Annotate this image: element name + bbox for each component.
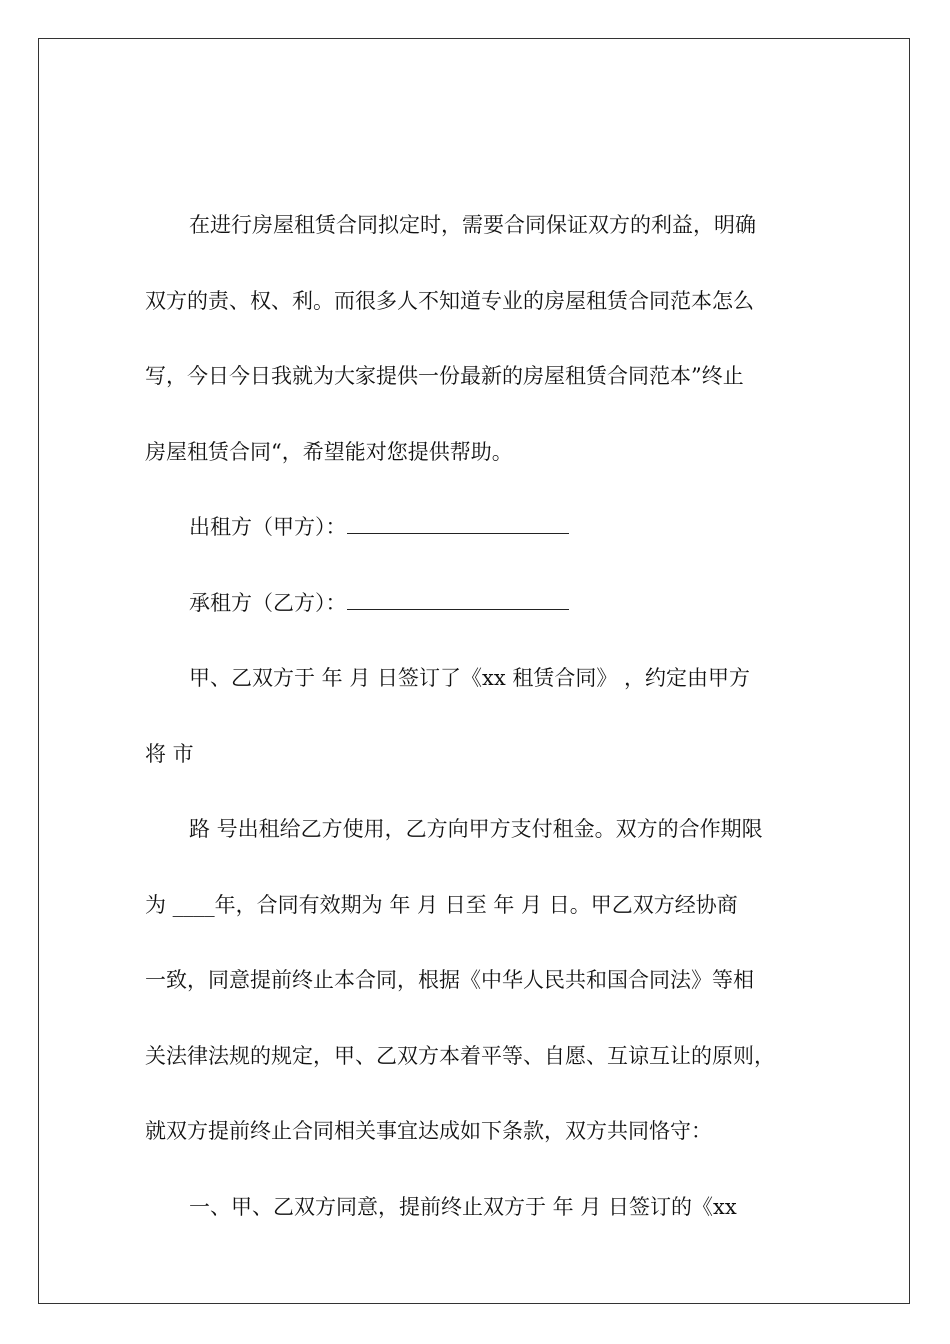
paragraph-terms-line-4: 关法律法规的规定，甲、乙双方本着平等、自愿、互谅互让的原则， bbox=[145, 1043, 775, 1068]
lessor-field bbox=[145, 507, 805, 583]
paragraph-terms-line-5: 就双方提前终止合同相关事宜达成如下条款，双方共同恪守： bbox=[145, 1119, 712, 1143]
document-body bbox=[145, 205, 805, 1262]
paragraph-agreement-line-2: 将 市 bbox=[145, 741, 194, 766]
paragraph-intro-line-2: 双方的责、权、利。而很多人不知道专业的房屋租赁合同范本怎么 bbox=[145, 288, 754, 313]
paragraph-intro-line-4: 房屋租赁合同“，希望能对您提供帮助。 bbox=[145, 439, 513, 464]
lessee-blank-line bbox=[347, 587, 569, 610]
lessor-blank-line bbox=[347, 511, 569, 534]
paragraph-terms-line-3: 一致，同意提前终止本合同，根据《中华人民共和国合同法》等相 bbox=[145, 968, 754, 992]
paragraph-intro-line-3: 写，今日今日我就为大家提供一份最新的房屋租赁合同范本”终止 bbox=[145, 364, 744, 388]
lessor-label: 出租方（甲方）： bbox=[189, 515, 347, 539]
paragraph-terms-line-2: 为 ____年，合同有效期为 年 月 日至 年 月 日。甲乙双方经协商 bbox=[145, 892, 738, 917]
paragraph-terms-line-1: 路 号出租给乙方使用，乙方向甲方支付租金。双方的合作期限 bbox=[189, 817, 763, 841]
paragraph-agreement-line-1: 甲、乙双方于 年 月 日签订了《xx 租赁合同》 ，约定由甲方 bbox=[189, 666, 751, 690]
lessee-label: 承租方（乙方）： bbox=[189, 590, 347, 615]
lessee-field bbox=[145, 583, 805, 659]
clause-one-line-1: 一、甲、乙双方同意，提前终止双方于 年 月 日签订的《xx bbox=[189, 1194, 737, 1219]
paragraph-intro-line-1: 在进行房屋租赁合同拟定时，需要合同保证双方的利益，明确 bbox=[189, 213, 756, 237]
